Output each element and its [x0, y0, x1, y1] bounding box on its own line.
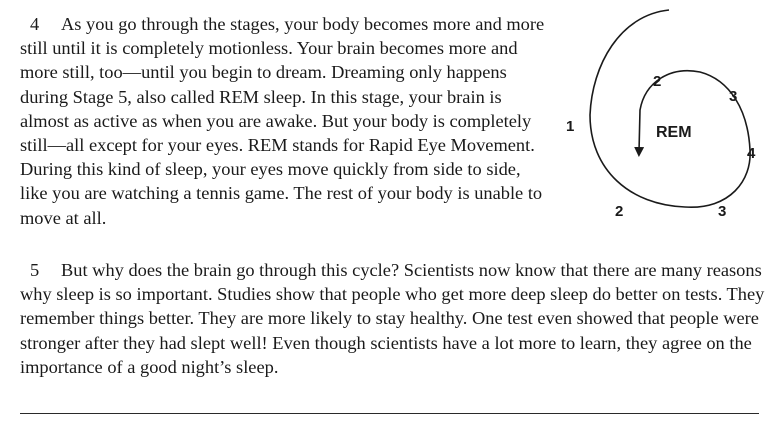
stage-1-label: 1 [566, 118, 575, 135]
paragraph-text: But why does the brain go through this cycle? Scientists now know that there are many reasons why sleep is so important. Studies show that people who get more deep sleep do better on tests. They remember things better. They are more likely to stay healthy. One test even showed that people were stronger after they had slept well! Even though scientists have a lot more to learn, they agree on the importance of a good night’s sleep. [20, 260, 765, 377]
paragraph-text: As you go through the stages, your body becomes more and more still until it is completely motionless. Your brain becomes more and more still, too—until you begin to dream. Dreaming only happens during Stage 5, also called REM sleep. In this stage, your brain is almost as active as when you are awake. But your body is completely still—all except for your eyes. REM stands for Rapid Eye Movement. During this kind of sleep, your eyes move quickly from side to side, like you are watching a tennis game. The rest of your body is unable to move at all. [20, 14, 545, 228]
stage-2-bottom-label: 2 [615, 203, 624, 220]
stage-3-top-label: 3 [729, 88, 738, 105]
paragraph-number: 5 [30, 260, 40, 280]
paragraph-5 [20, 258, 765, 379]
stage-4-label: 4 [747, 145, 756, 162]
stage-2-top-label: 2 [653, 73, 662, 90]
answer-line [20, 413, 759, 414]
sleep-cycle-spiral-diagram [560, 0, 766, 250]
paragraph-number: 4 [30, 14, 40, 34]
stage-3-bottom-label: 3 [718, 203, 727, 220]
spiral-path [590, 10, 750, 207]
rem-label: REM [656, 124, 692, 141]
paragraph-4 [20, 12, 550, 230]
